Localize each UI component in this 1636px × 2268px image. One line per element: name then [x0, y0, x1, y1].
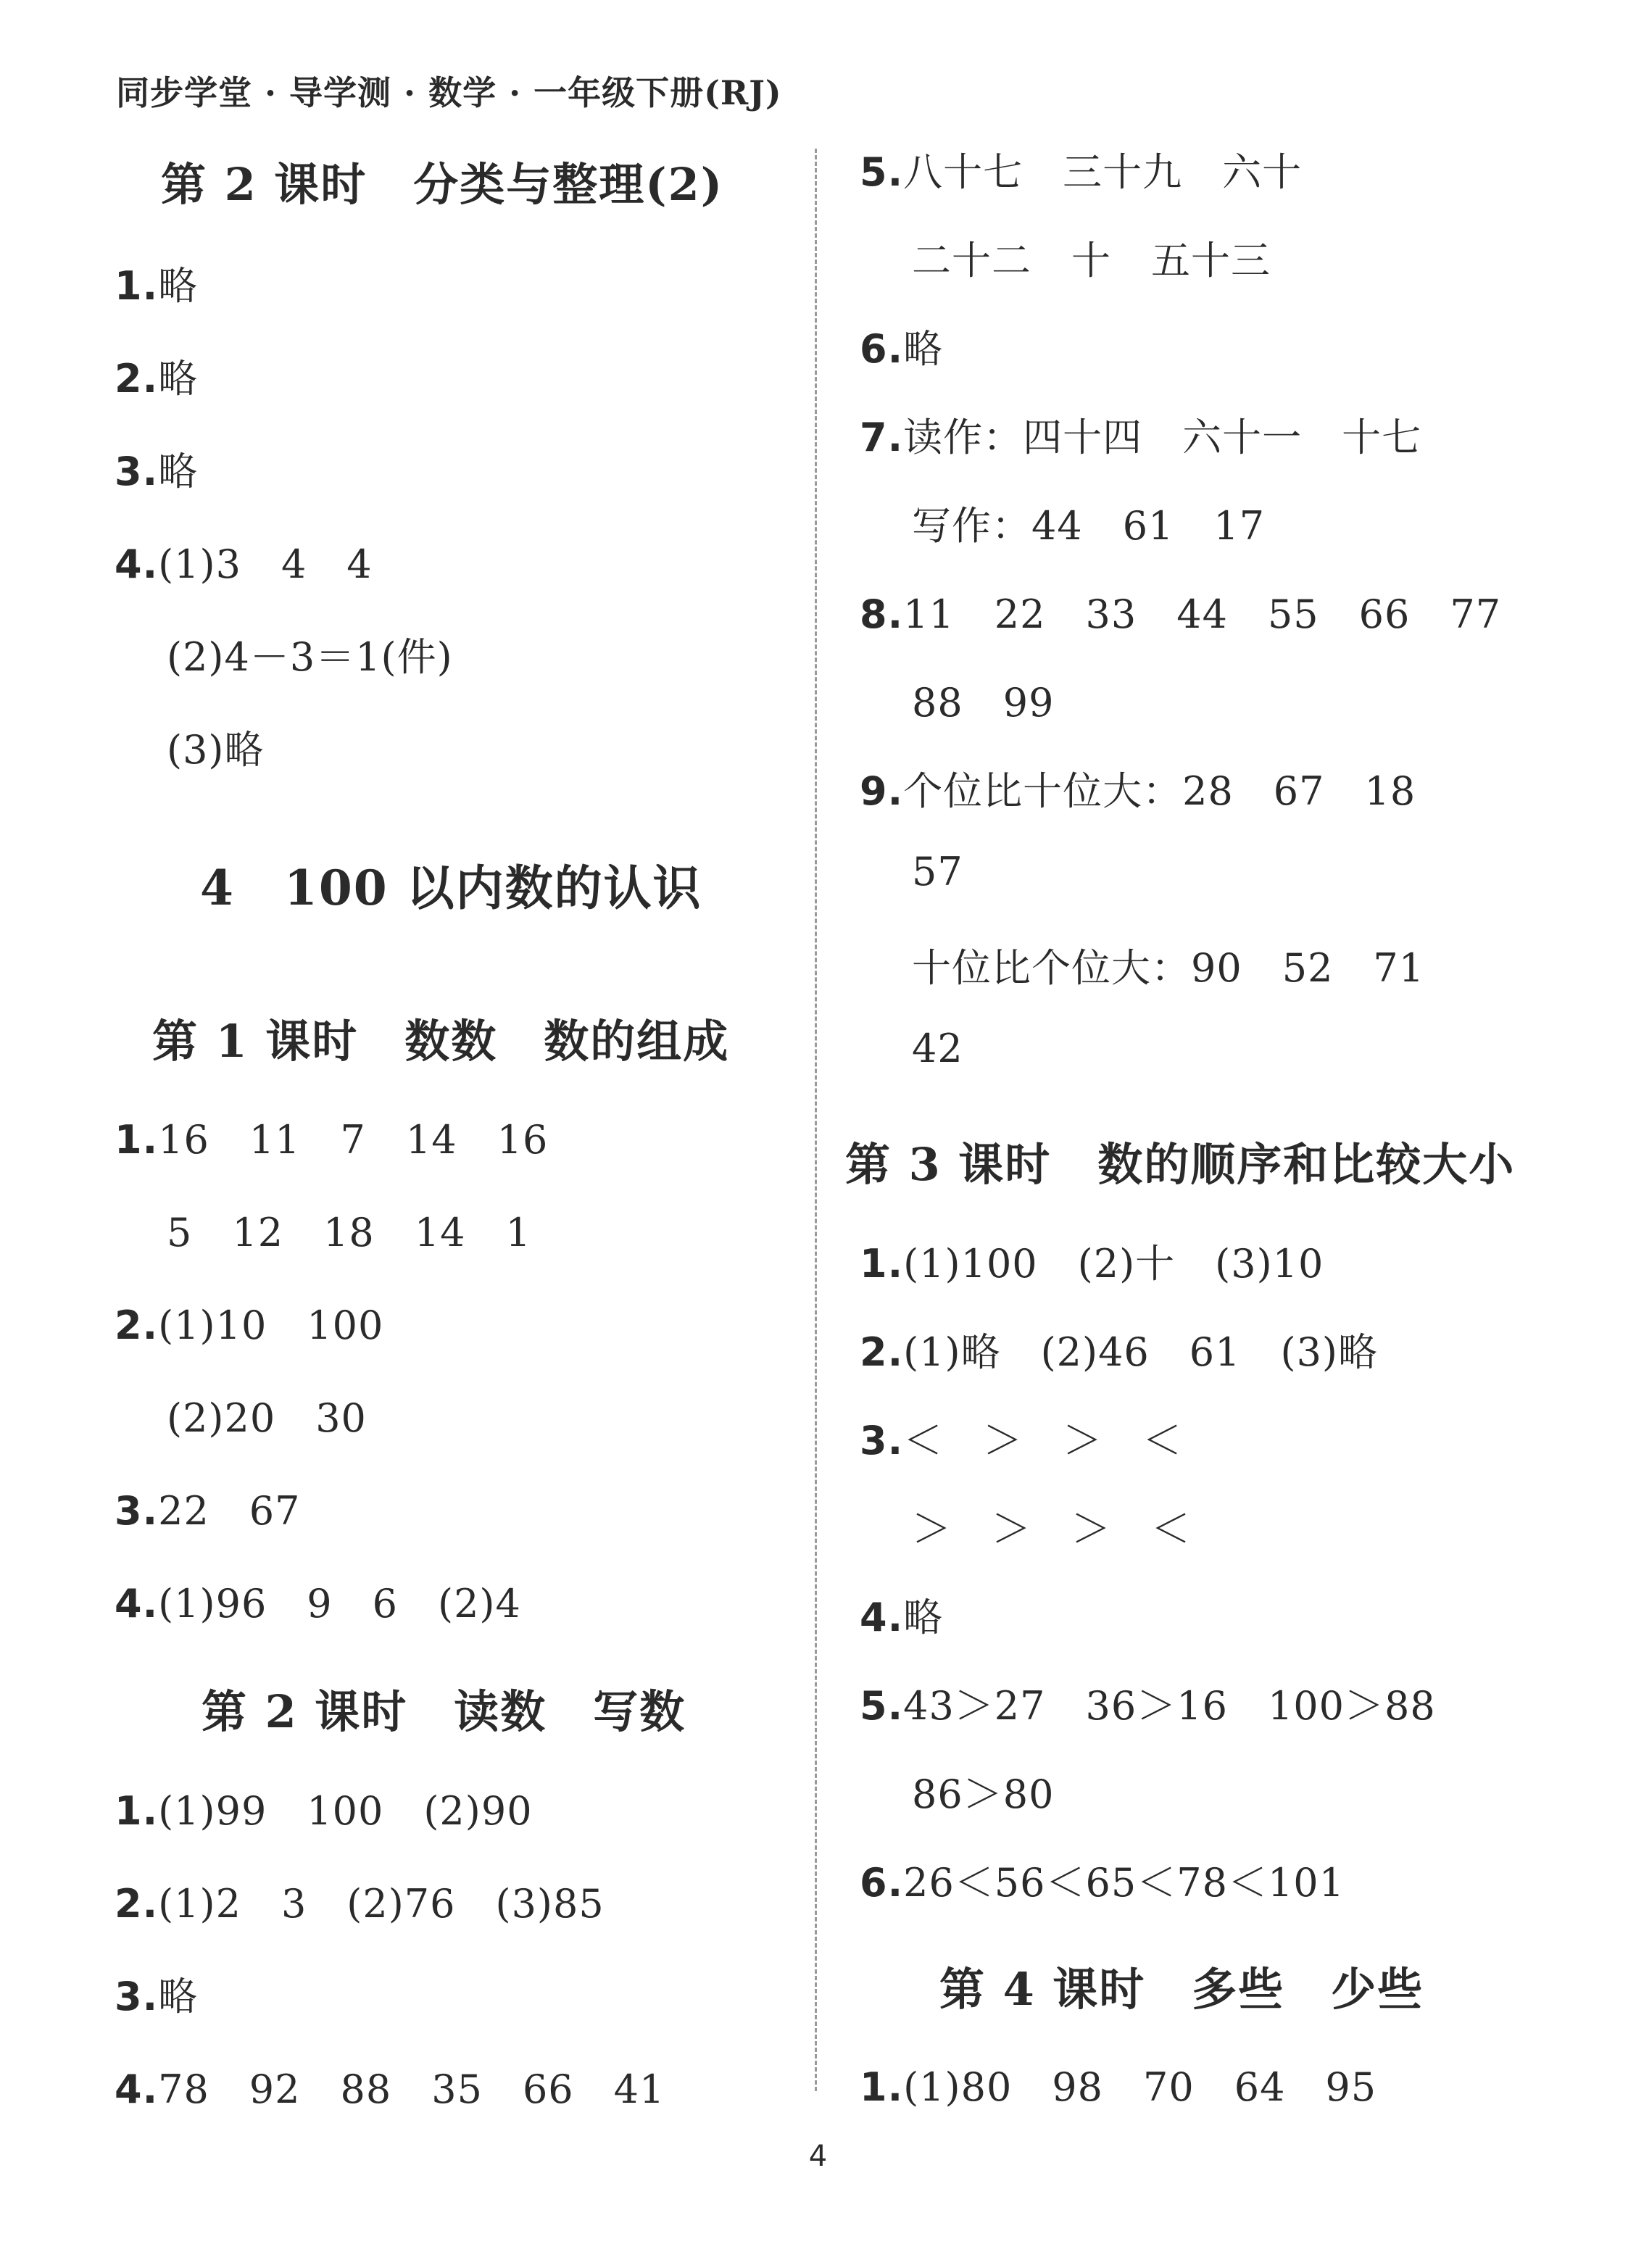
column-divider	[815, 149, 817, 2091]
answer-line	[115, 533, 373, 589]
answer-text: 43＞27 36＞16 100＞88	[903, 1683, 1436, 1729]
answer-text: 写作：44 61 17	[912, 503, 1266, 549]
answer-line	[860, 1410, 1182, 1466]
answer-line	[115, 626, 453, 682]
answer-text: (2)4－3＝1(件)	[167, 634, 453, 680]
answer-line	[860, 849, 963, 894]
answer-number: 5.	[860, 1683, 904, 1729]
answer-text: 略	[903, 1595, 944, 1640]
answer-number: 1.	[860, 1241, 904, 1287]
answer-line	[860, 141, 1302, 197]
answer-line	[860, 760, 1416, 816]
answer-number: 3.	[115, 1488, 159, 1534]
section-title: 第 2 课时 分类与整理(2)	[161, 158, 724, 211]
answer-text: 86＞80	[912, 1771, 1055, 1817]
answer-text: 八十七 三十九 六十	[903, 149, 1303, 195]
answer-line	[860, 583, 1501, 639]
running-header: 同步学堂 · 导学测 · 数学 · 一年级下册(RJ)	[116, 73, 782, 112]
answer-text: 二十二 十 五十三	[912, 238, 1271, 283]
answer-line	[860, 407, 1421, 462]
answer-line	[860, 1587, 943, 1642]
answer-line	[115, 719, 265, 775]
answer-text: 26＜56＜65＜78＜101	[903, 1860, 1345, 1906]
answer-number: 9.	[860, 768, 904, 814]
answer-number: 1.	[860, 2064, 904, 2110]
answer-text: (1)80 98 70 64 95	[903, 2064, 1377, 2110]
answer-text: (2)20 30	[167, 1395, 367, 1441]
answer-text: 个位比十位大：28 67 18	[903, 768, 1416, 814]
answer-number: 3.	[115, 449, 159, 494]
answer-text: 16 11 7 14 16	[158, 1117, 549, 1163]
answer-number: 1.	[115, 1117, 159, 1163]
answer-text: 22 67	[158, 1488, 301, 1534]
answer-text: ＜ ＞ ＞ ＜	[903, 1418, 1183, 1463]
answer-text: (3)略	[167, 727, 265, 773]
answer-text: 88 99	[912, 680, 1055, 726]
answer-number: 4.	[115, 541, 159, 587]
answer-text: (1)10 100	[158, 1303, 384, 1348]
answer-text: ＞ ＞ ＞ ＜	[912, 1506, 1191, 1552]
answer-line	[860, 1852, 1345, 1908]
answer-line	[860, 1764, 1054, 1819]
answer-number: 5.	[860, 149, 904, 195]
answer-line	[115, 1873, 605, 1929]
answer-number: 6.	[860, 326, 904, 372]
section-title: 第 2 课时 读数 写数	[202, 1685, 686, 1738]
answer-text: (1)略 (2)46 61 (3)略	[903, 1329, 1378, 1375]
answer-line	[115, 1966, 198, 2022]
answer-line	[115, 1480, 301, 1536]
answer-number: 1.	[115, 263, 159, 309]
answer-text: 42	[912, 1026, 963, 1071]
answer-line	[860, 230, 1271, 286]
answer-text: (1)96 9 6 (2)4	[158, 1581, 521, 1627]
answer-number: 7.	[860, 415, 904, 460]
answer-text: 5 12 18 14 1	[167, 1210, 531, 1255]
answer-text: 57	[912, 849, 963, 894]
answer-number: 4.	[115, 1581, 159, 1627]
answer-text: (1)99 100 (2)90	[158, 1788, 533, 1834]
answer-line	[860, 1233, 1324, 1289]
answer-line	[860, 937, 1424, 993]
unit-title: 4 100 以内数的认识	[200, 860, 702, 916]
answer-number: 2.	[115, 1881, 159, 1927]
answer-line	[860, 1026, 963, 1071]
answer-text: 11 22 33 44 55 66 77	[903, 591, 1502, 637]
answer-text: 略	[158, 449, 199, 494]
answer-number: 3.	[860, 1418, 904, 1463]
answer-number: 2.	[115, 356, 159, 402]
answer-line	[115, 1202, 531, 1258]
answer-number: 4.	[115, 2066, 159, 2112]
answer-line	[860, 495, 1265, 551]
answer-number: 4.	[860, 1595, 904, 1640]
answer-line	[860, 2056, 1377, 2112]
section-title: 第 4 课时 多些 少些	[939, 1963, 1424, 2016]
answer-line	[860, 672, 1054, 728]
answer-line	[115, 255, 198, 311]
section-title: 第 1 课时 数数 数的组成	[152, 1015, 730, 1068]
answer-number: 2.	[115, 1303, 159, 1348]
answer-text: 略	[903, 326, 944, 372]
answer-text: 略	[158, 1974, 199, 2019]
answer-text: (1)2 3 (2)76 (3)85	[158, 1881, 605, 1927]
answer-number: 3.	[115, 1974, 159, 2019]
answer-number: 8.	[860, 591, 904, 637]
answer-text: 78 92 88 35 66 41	[158, 2066, 665, 2112]
answer-text: 略	[158, 263, 199, 309]
answer-line	[115, 1387, 367, 1443]
answer-text: (1)100 (2)十 (3)10	[903, 1241, 1324, 1287]
answer-line	[860, 1675, 1436, 1731]
answer-line	[115, 1573, 521, 1629]
section-title: 第 3 课时 数的顺序和比较大小	[845, 1138, 1516, 1191]
answer-line	[115, 441, 198, 497]
answer-text: 读作：四十四 六十一 十七	[903, 415, 1422, 460]
answer-line	[115, 1780, 533, 1836]
answer-line	[115, 1295, 383, 1350]
answer-text: 略	[158, 356, 199, 402]
answer-line	[860, 1498, 1191, 1554]
answer-line	[115, 2059, 665, 2114]
answer-line	[115, 348, 198, 404]
answer-number: 2.	[860, 1329, 904, 1375]
answer-number: 1.	[115, 1788, 159, 1834]
answer-number: 6.	[860, 1860, 904, 1906]
answer-line	[860, 1321, 1378, 1377]
answer-text: 十位比个位大：90 52 71	[912, 945, 1425, 991]
answer-text: (1)3 4 4	[158, 541, 373, 587]
answer-line	[860, 318, 943, 374]
page-number: 4	[808, 2140, 828, 2173]
answer-line	[115, 1109, 548, 1165]
